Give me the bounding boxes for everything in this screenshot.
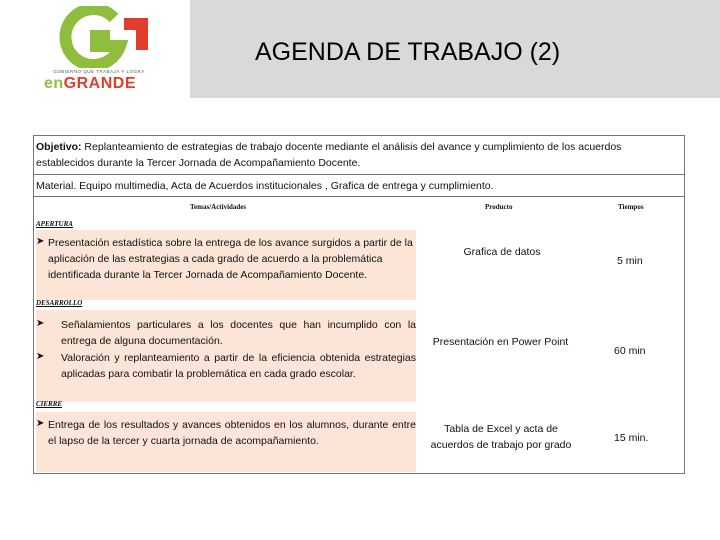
arrow-bullet-icon: ➤ [36,418,45,429]
logo-wordmark [44,75,136,93]
objective-label: Objetivo: [36,141,82,153]
column-header-times: Tiempos [618,203,644,211]
g-logo-icon [44,6,152,68]
column-header-topics: Temas/Actividades [190,203,247,211]
logo-tagline: GOBIERNO QUE TRABAJA Y LOGRA [53,69,145,74]
opening-product: Grafica de datos [463,246,541,258]
section-closing: CIERRE [36,400,63,408]
row-divider [33,196,685,197]
closing-product: Tabla de Excel y acta de acuerdos de trabajo por grado [430,423,572,451]
column-header-product: Producto [485,203,513,211]
development-product: Presentación en Power Point [432,336,569,348]
page-title: AGENDA DE TRABAJO (2) [255,38,561,66]
section-development: DESARROLLO [36,299,83,307]
development-time: 60 min [614,345,646,357]
logo-word-en: en [44,75,64,92]
arrow-bullet-icon: ➤ [36,318,45,329]
logo [0,0,190,98]
opening-activity: Presentación estadística sobre la entrega de los avance surgidos a partir de la aplicación de las estrategias a cada grado de acuerdo a la problemática identificada durante la Tercer Jornada de Acompañamiento Docente. [48,237,413,281]
objective-body: Replanteamiento de estrategias de trabajo docente mediante el análisis del avance y cumplimiento de los acuerdos establecidos durante la Tercer Jornada de Acompañamiento Docente. [36,141,622,169]
row-divider [33,174,685,175]
development-activity-2: Valoración y replanteamiento a partir de la eficiencia obtenida estrategias aplicadas para combatir la problemática en cada grado escolar. [61,352,416,380]
closing-activity: Entrega de los resultados y avances obtenidos en los alumnos, durante entre el lapso de la tercer y cuarta jornada de acompañamiento. [48,419,416,447]
arrow-bullet-icon: ➤ [36,351,45,362]
opening-time: 5 min [617,255,643,267]
section-opening: APERTURA [36,220,73,228]
material-text: Material. Equipo multimedia, Acta de Acuerdos institucionales , Grafica de entrega y cumplimiento. [36,180,494,192]
development-activity-1: Señalamientos particulares a los docentes que han incumplido con la entrega de alguna documentación. [61,319,416,347]
arrow-bullet-icon: ➤ [36,236,45,247]
logo-word-grande: GRANDE [63,75,137,92]
objective-text [36,139,681,171]
closing-time: 15 min. [614,432,649,444]
